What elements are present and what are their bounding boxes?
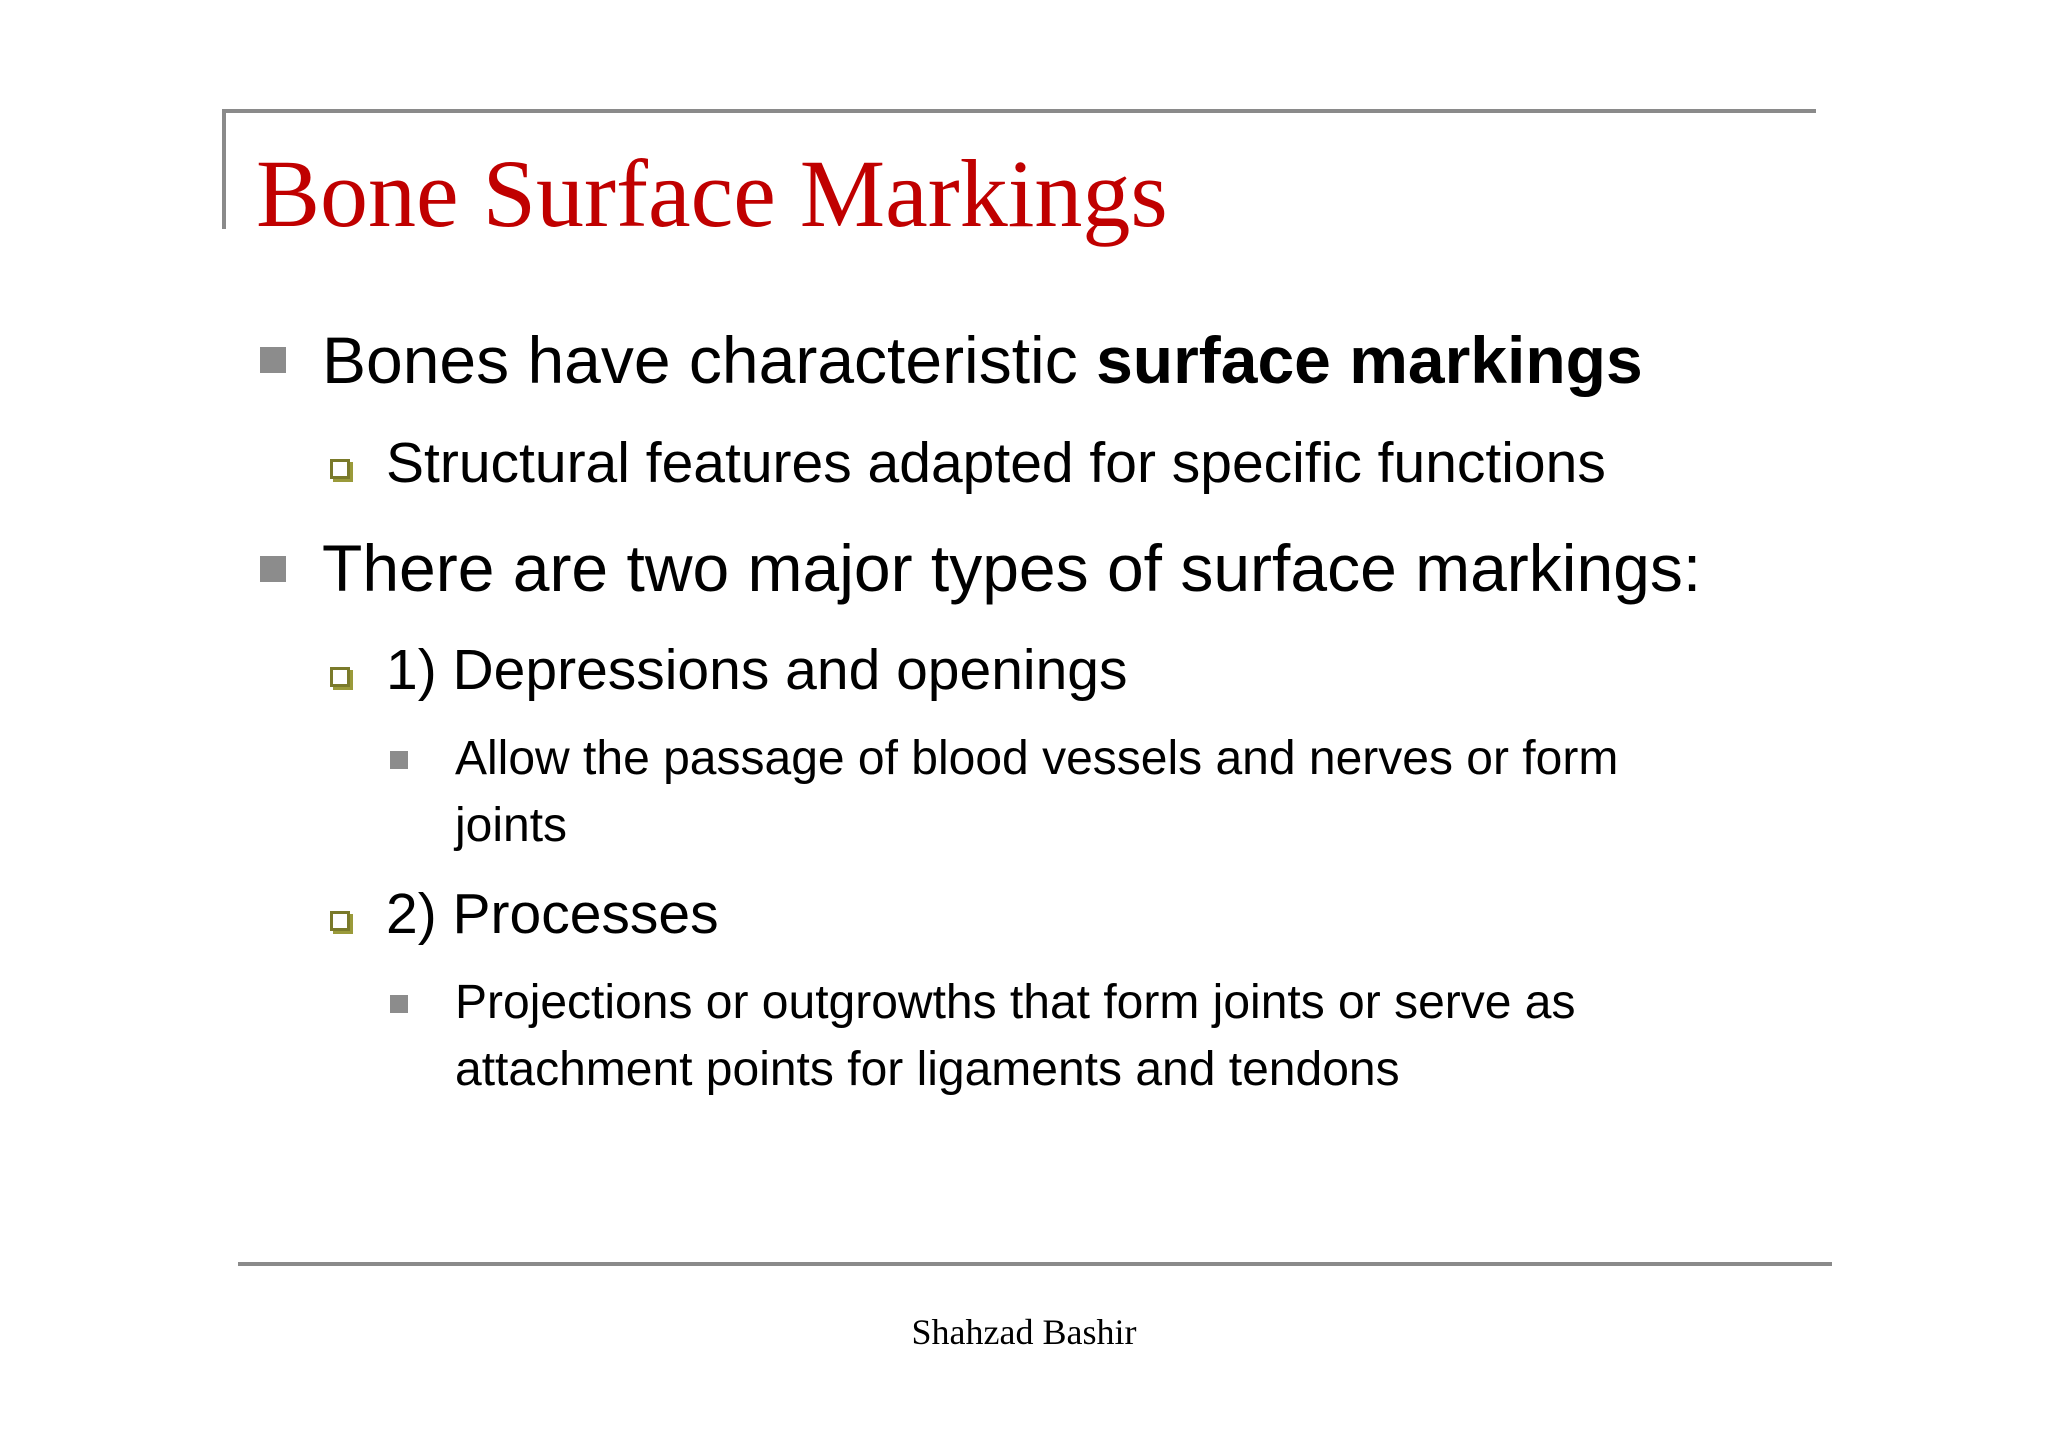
bullet-1-sub-1-text: Structural features adapted for specific functions [386, 431, 1606, 495]
footer-rule [238, 1262, 1832, 1266]
bullet-1-text-bold: surface markings [1096, 323, 1643, 397]
bullet-2-sub-1-text: 1) Depressions and openings [386, 638, 1128, 702]
hollow-box-bullet-icon [330, 459, 350, 479]
filled-square-bullet-icon [260, 347, 286, 373]
bullet-1-text [322, 322, 1643, 398]
slide-title: Bone Surface Markings [256, 140, 1168, 247]
hollow-box-bullet-icon [330, 911, 350, 931]
filled-square-bullet-icon [260, 556, 286, 582]
bullet-2-sub-1-detail-line-1: Allow the passage of blood vessels and nerves or form [455, 732, 1619, 785]
bullet-2-text: There are two major types of surface markings: [322, 531, 1702, 605]
bullet-2-sub-2-detail-line-1: Projections or outgrowths that form joints or serve as [455, 976, 1576, 1029]
small-square-bullet-icon [390, 995, 408, 1013]
hollow-box-bullet-icon [330, 667, 350, 687]
bullet-2-sub-2-detail-line-2: attachment points for ligaments and tendons [455, 1043, 1400, 1096]
bullet-2-sub-1-detail-line-2: joints [455, 799, 568, 852]
footer-author: Shahzad Bashir [911, 1312, 1137, 1352]
bullet-2-sub-2-text: 2) Processes [386, 882, 719, 946]
bullet-1-text-regular: Bones have characteristic [322, 323, 1097, 397]
small-square-bullet-icon [390, 751, 408, 769]
